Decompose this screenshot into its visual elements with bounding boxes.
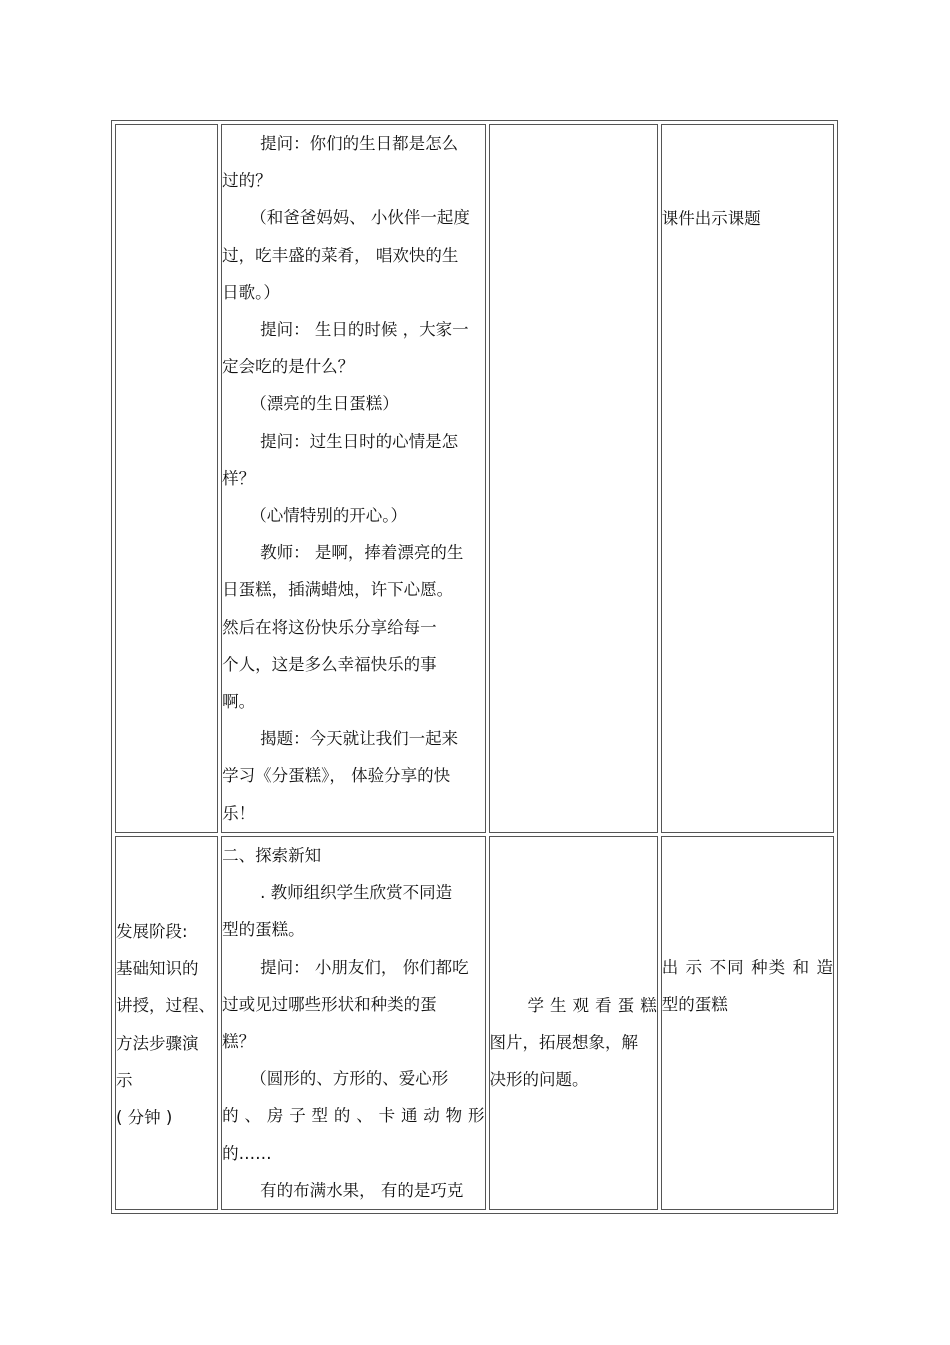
text-line: 方法步骤演 — [116, 1033, 199, 1053]
lesson-plan-table — [111, 120, 838, 1214]
text-line: （漂亮的生日蛋糕） — [250, 394, 399, 414]
text-line: （心情特别的开心。） — [250, 506, 407, 526]
text-line: 示 — [116, 1070, 133, 1090]
text-line: 学 生 观 看 蛋 糕 — [527, 996, 657, 1015]
text-line: 过或见过哪些形状和种类的蛋 — [222, 994, 437, 1014]
table-row — [115, 836, 834, 1210]
text-line: 图片，拓展想象，解 — [489, 1033, 638, 1053]
text-line: 的…… — [222, 1143, 272, 1163]
text-line: 过的？ — [222, 171, 272, 191]
text-line: 日蛋糕，插满蜡烛，许下心愿。 — [222, 580, 454, 600]
text-line: 讲授，过程、 — [116, 996, 215, 1016]
text-line: 提问：过生日时的心情是怎 — [260, 431, 459, 451]
text-line: 课件出示课题 — [661, 209, 761, 228]
text-line: 定会吃的是什么？ — [222, 357, 355, 377]
text-line: 啊。 — [222, 692, 256, 712]
text-line: 日歌。） — [222, 282, 280, 302]
text-line: 过，吃丰盛的菜肴， 唱欢快的生 — [222, 245, 459, 265]
text-line: 然后在将这份快乐分享给每一 — [222, 617, 437, 637]
text-line: . 教师组织学生欣赏不同造 — [260, 883, 453, 903]
student-activity-cell — [489, 124, 658, 833]
teacher-activity-cell — [221, 124, 485, 833]
table-row — [115, 124, 834, 833]
text-line: ( 分钟 ) — [116, 1108, 173, 1128]
stage-cell — [115, 836, 218, 1210]
student-activity-cell — [489, 836, 658, 1210]
text-line: 决形的问题。 — [489, 1070, 589, 1090]
stage-cell — [115, 124, 218, 833]
text-line: 提问：你们的生日都是怎么 — [260, 134, 459, 153]
text-line: 的、房子型的、卡通动物形 — [222, 1106, 485, 1126]
text-line: 乐！ — [222, 803, 256, 823]
teacher-activity-cell — [221, 836, 485, 1210]
text-line: 型的蛋糕。 — [222, 920, 305, 940]
text-line: 揭题：今天就让我们一起来 — [260, 729, 459, 749]
text-line: 型的蛋糕 — [661, 995, 728, 1015]
text-line: 提问： 小朋友们， 你们都吃 — [260, 957, 469, 977]
text-line: 教师： 是啊，捧着漂亮的生 — [260, 543, 464, 563]
text-line: 出 示 不同 种类 和 造 — [661, 958, 833, 977]
text-line: 提问： 生日的时候 ，大家一 — [260, 320, 469, 340]
text-line: 样？ — [222, 468, 256, 488]
design-intent-cell — [661, 124, 834, 833]
text-line: 个人，这是多么幸福快乐的事 — [222, 654, 437, 674]
text-line: 二、探索新知 — [222, 846, 322, 865]
text-line: 有的布满水果， 有的是巧克 — [260, 1180, 464, 1200]
text-line: 糕？ — [222, 1032, 256, 1052]
text-line: 基础知识的 — [116, 959, 199, 979]
design-intent-cell — [661, 836, 834, 1210]
text-line: （圆形的、方形的、爱心形 — [250, 1069, 449, 1089]
text-line: （和爸爸妈妈、 小伙伴一起度 — [250, 208, 470, 228]
text-line: 发展阶段: — [116, 922, 188, 941]
text-line: 学习《分蛋糕》， 体验分享的快 — [222, 766, 451, 786]
